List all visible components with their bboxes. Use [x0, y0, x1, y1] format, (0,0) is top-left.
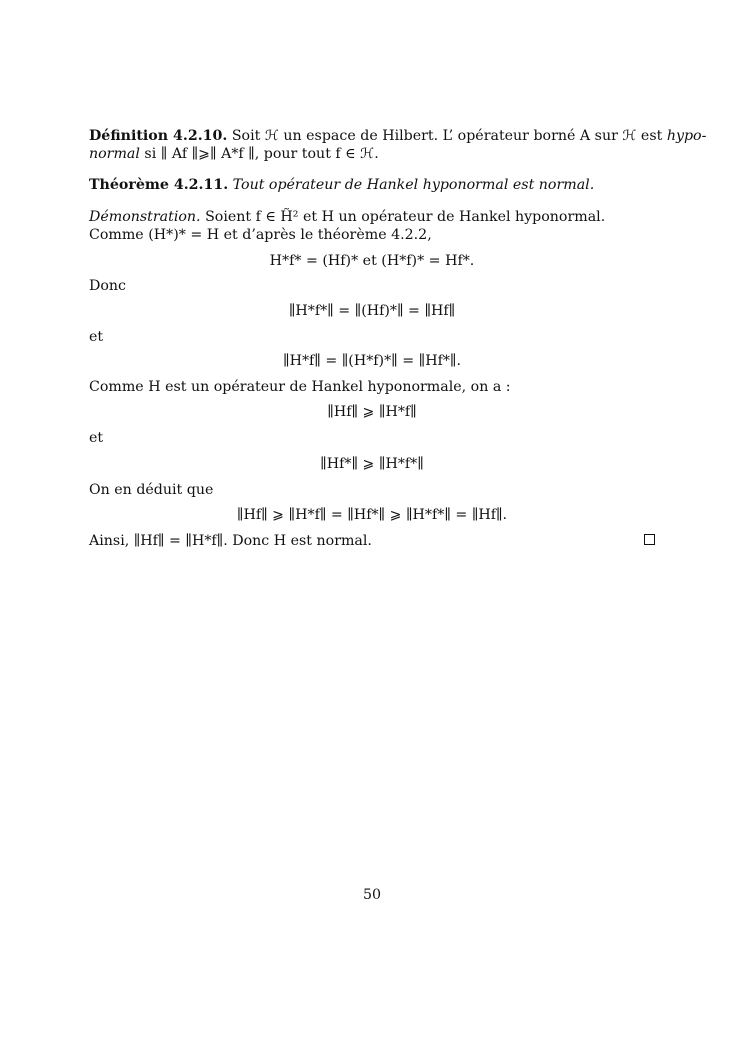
text-deduit: On en déduit que	[89, 482, 214, 498]
equation-1: H*f* = (Hf)* et (H*f)* = Hf*.	[269, 253, 475, 269]
text-ainsi: Ainsi, ∥Hf∥ = ∥H*f∥. Donc H est normal.	[89, 533, 372, 549]
proof-line-1	[89, 208, 605, 226]
definition-emph-2: normal	[89, 146, 140, 162]
proof-line-2: Comme (H*)* = H et d’après le théorème 4.2.2,	[89, 227, 432, 243]
equation-3: ∥H*f∥ = ∥(H*f)*∥ = ∥Hf*∥.	[283, 353, 461, 369]
theorem-label: Théorème 4.2.11.	[89, 177, 229, 193]
qed-box-icon	[644, 534, 655, 545]
definition-text-1: Soit ℋ un espace de Hilbert. L’ opérateur borné A sur ℋ est	[227, 128, 667, 144]
text-comme: Comme H est un opérateur de Hankel hyponormale, on a :	[89, 379, 511, 395]
proof-label: Démonstration.	[89, 209, 201, 225]
definition-line-1	[89, 127, 706, 145]
theorem-text: Tout opérateur de Hankel hyponormal est normal.	[228, 177, 595, 193]
definition-text-2: si ∥ Af ∥⩾∥ A*f ∥, pour tout f ∈ ℋ.	[139, 146, 379, 162]
definition-line-2	[89, 145, 379, 163]
text-donc: Donc	[89, 278, 126, 294]
definition-emph-1: hypo-	[666, 128, 707, 144]
proof-text-1: Soient f ∈ H̃² et H un opérateur de Hankel hyponormal.	[200, 209, 606, 225]
equation-5: ∥Hf*∥ ⩾ ∥H*f*∥	[320, 456, 424, 472]
text-et-2: et	[89, 430, 104, 446]
definition-label: Définition 4.2.10.	[89, 128, 228, 144]
equation-2: ∥H*f*∥ = ∥(Hf)*∥ = ∥Hf∥	[288, 303, 456, 319]
theorem	[89, 176, 594, 194]
equation-6: ∥Hf∥ ⩾ ∥H*f∥ = ∥Hf*∥ ⩾ ∥H*f*∥ = ∥Hf∥.	[236, 507, 508, 523]
text-et-1: et	[89, 329, 104, 345]
equation-4: ∥Hf∥ ⩾ ∥H*f∥	[327, 404, 417, 420]
page-number: 50	[362, 887, 382, 903]
